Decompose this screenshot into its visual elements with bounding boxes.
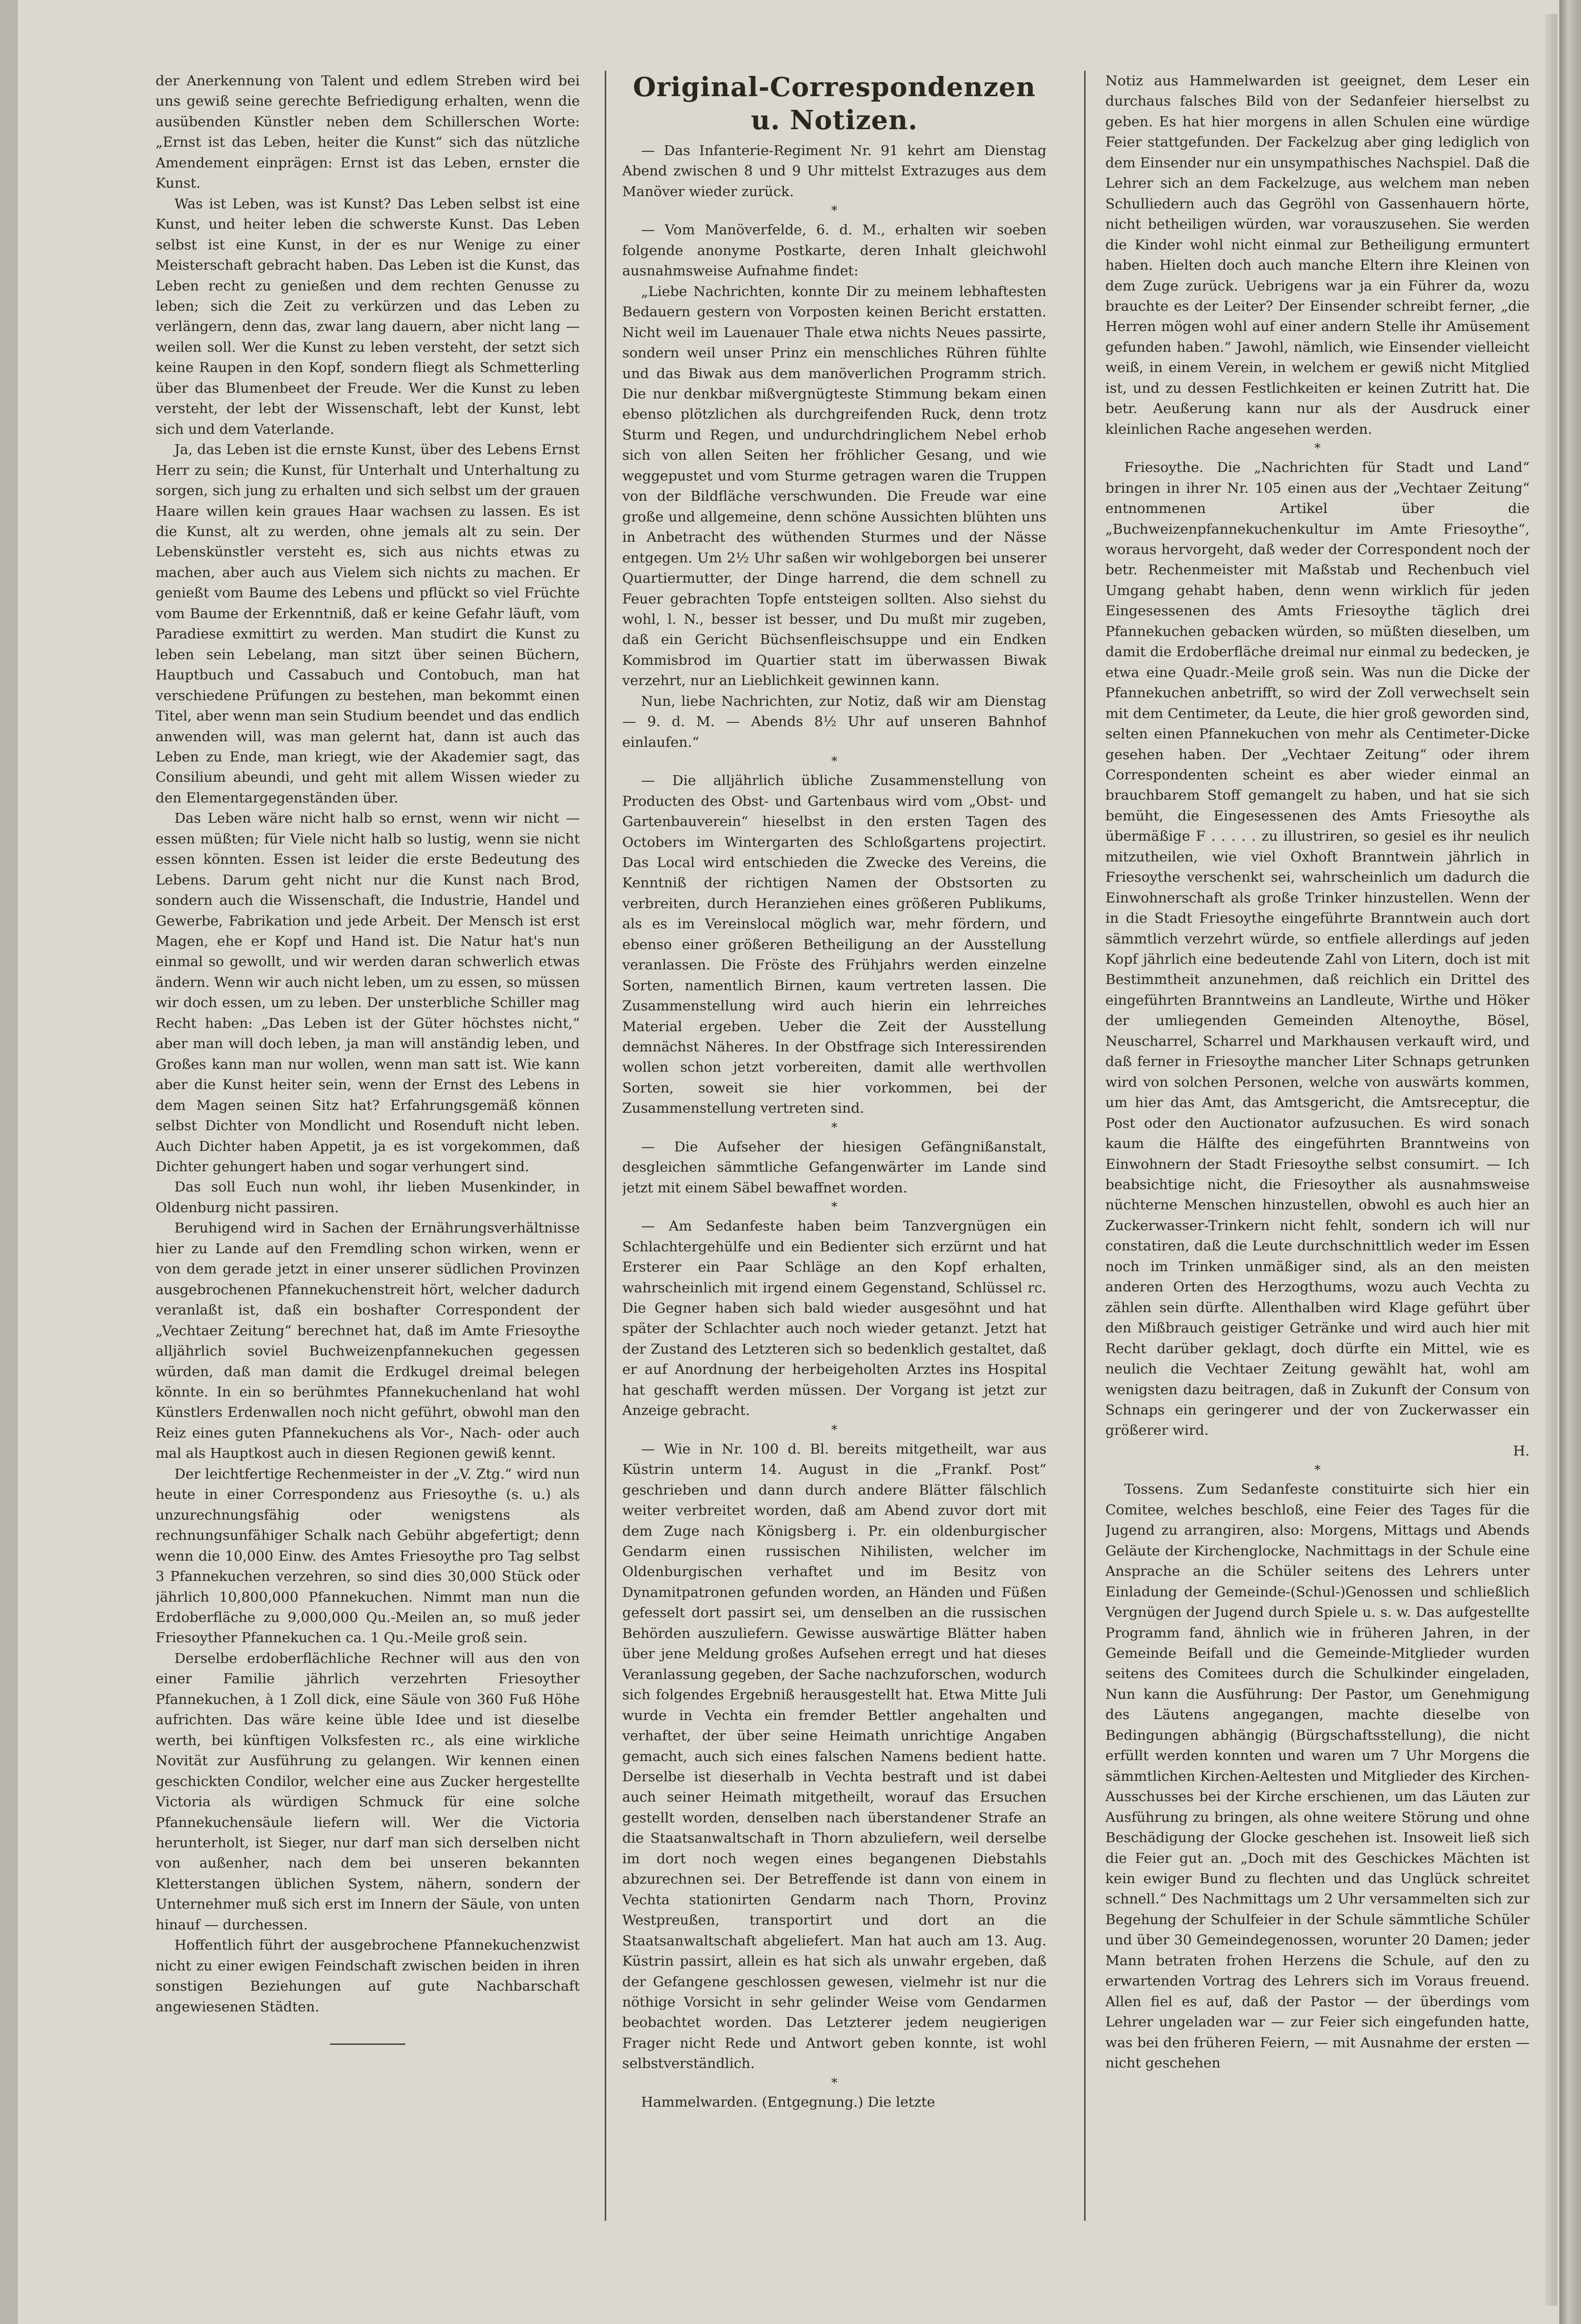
separator-asterisk: *	[831, 2076, 838, 2090]
notice-tanzvergnuegen: — Am Sedanfeste haben beim Tanzvergnügen ein Schlachtergehülfe und ein Bedienter sich erzürnt und hat Ersterer ein Paar Schläge an den Kopf erhalten, wahrscheinlich mit irgend einem Gegenstand, Schlüssel rc. Die Gegner haben sich bald wieder ausgesöhnt und hat später der Schlachter auch noch wieder getanzt. Jetzt hat der Zustand des Letzteren sich so bedenklich gestaltet, daß er auf Anordnung der herbeigeholten Arztes ins Hospital hat geschafft werden müssen. Der Vorgang ist jetzt zur Anzeige gebracht.	[622, 1218, 1046, 1419]
separator-asterisk: *	[1314, 1463, 1321, 1478]
notice-manoever-letter: „Liebe Nachrichten, konnte Dir zu meinem lebhaftesten Bedauern gestern von Vorposten keinen Bericht erstatten. Nicht weil im Lauenauer Thale etwa nichts Neues passirte, sondern weil unser Prinz ein menschliches Rühren fühlte und das Biwak aus dem manöverlichen Programm strich. Die nur denkbar mißvergnügteste Stimmung bekam einen ebenso plötzlichen als durchgreifenden Ruck, denn trotz Sturm und Regen, und undurchdringlichem Nebel erhob sich von allen Seiten her fröhlicher Gesang, und wie weggepustet und vom Sturme getragen waren die Truppen von der Bildfläche verschwunden. Die Freude war eine große und allgemeine, denn schöne Aussichten blühten uns in Anbetracht des wüthenden Sturmes und der Nässe entgegen. Um 2½ Uhr saßen wir wohlgeborgen bei unserer Quartiermutter, der Dinge harrend, die dem schnell zu Feuer gebrachten Topfe entsteigen sollten. Also siehst du wohl, l. N., besser ist besser, und Du mußt mir zugeben, daß ein Gericht Büchsenfleischsuppe und ein Endken Kommisbrod im Quartier statt im überwassen Biwak verzehrt, nur an Lieblichkeit gewinnen kann.	[622, 283, 1046, 689]
page-binding-shadow	[1545, 14, 1557, 2306]
paragraph-tossens: Tossens. Zum Sedanfeste constituirte sich hier ein Comitee, welches beschloß, eine Feier des Tages für die Jugend zu arrangiren, also: Morgens, Mittags und Abends Geläute der Kirchenglocke, Nachmittags in der Schule eine Ansprache an die Schüler seitens des Lehrers unter Einladung der Gemeinde-(Schul-)Genossen und schließlich Vergnügen der Jugend durch Spiele u. s. w. Das aufgestellte Programm fand, ähnlich wie in früheren Jahren, in der Gemeinde Beifall und die Gemeinde-Mitglieder wurden seitens des Comitees durch die Schulkinder eingeladen, Nun kann die Ausführung: Der Pastor, um Genehmigung des Läutens angegangen, machte dieselbe von Bedingungen abhängig (Bürgschaftsstellung), die nicht erfüllt werden konnten und waren um 7 Uhr Morgens die sämmtlichen Kirchen-Aeltesten und Mitglieder des Kirchen-Ausschusses bei der Kirche erschienen, um das Läuten zur Ausführung zu bringen, als ohne weitere Störung und ohne Beschädigung der Glocke geschehen ist. Insoweit ließ sich die Feier gut an. „Doch mit des Geschickes Mächten ist kein ewiger Bund zu flechten und das Unglück schreitet schnell.“ Des Nachmittags um 2 Uhr versammelten sich zur Begehung der Schulfeier in der Schule sämmtliche Schüler und über 30 Gemeindegenossen, worunter 20 Damen; jeder Mann betraten frohen Herzens die Schule, auf den zu erwartenden Vortrag des Lehrers sich im Voraus freuend. Allen fiel es auf, daß der Pastor — der überdings vom Lehrer ungeladen war — zur Feier sich eingefunden hatte, was bei den früheren Feiern, — mit Ausnahme der ersten — nicht geschehen	[1105, 1481, 1530, 2071]
page-edge	[1559, 0, 1581, 2324]
notice-hammelwarden-start: Hammelwarden. (Entgegnung.) Die letzte	[641, 2093, 935, 2110]
end-rule	[330, 2043, 405, 2045]
paragraph-saeule: Derselbe erdoberflächliche Rechner will aus den von einer Familie jährlich verzehrten Friesoyther Pfannekuchen, à 1 Zoll dick, eine Säule von 360 Fuß Höhe aufrichten. Das wäre keine üble Idee und ist dieselbe werth, bei künftigen Volksfesten rc., als eine wirkliche Novität zur Ausführung zu gelangen. Wir kennen einen geschickten Condilor, welcher eine aus Zucker hergestellte Victoria als würdigen Schmuck für eine solche Pfannekuchensäule liefern will. Wer die Victoria herunterholt, ist Sieger, nur darf man sich derselben nicht von außenher, nach dem bei unseren bekannten Kletterstangen üblichen System, nähern, sondern der Unternehmer muß sich erst im Innern der Säule, von unten hinauf — durchessen.	[156, 1650, 580, 1933]
column-middle	[622, 71, 1046, 2287]
column-rule-left	[605, 71, 606, 2221]
notice-gefaengnis: — Die Aufseher der hiesigen Gefängnißanstalt, desgleichen sämmtliche Gefangenwärter im Lande sind jetzt mit einem Säbel bewaffnet worden.	[622, 1138, 1046, 1196]
separator-asterisk: *	[831, 1120, 838, 1135]
separator-asterisk: *	[831, 754, 838, 769]
paragraph-pfannekuchenstreit: Beruhigend wird in Sachen der Ernährungsverhältnisse hier zu Lande auf den Fremdling schon wirken, wenn er von dem gerade jetzt in einer unserer südlichen Provinzen ausgebrochenen Pfannekuchenstreit hört, welcher dadurch veranlaßt ist, daß ein boshafter Correspondent der „Vechtaer Zeitung“ berechnet hat, daß im Amte Friesoythe alljährlich soviel Buchweizenpfannekuchen gegessen würden, daß man damit die Erdkugel dreimal belegen könnte. In ein so berühmtes Pfannekuchenland hat wohl Künstlers Erdenwallen noch nicht geführt, obwohl man den Reiz eines guten Pfannekuchens als Vor-, Nach- oder auch mal als Hauptkost auch in diesen Regionen gewiß kennt.	[156, 1220, 580, 1462]
notice-kuestrin: — Wie in Nr. 100 d. Bl. bereits mitgetheilt, war aus Küstrin unterm 14. August in die „Frankf. Post“ geschrieben und dann durch andere Blätter fälschlich weiter verbreitet worden, daß am Abend zuvor dort mit dem Zuge nach Königsberg i. Pr. ein oldenburgischer Gendarm einen russischen Nihilisten, welcher im Oldenburgischen verhaftet und im Besitz von Dynamitpatronen gefunden worden, an Händen und Füßen gefesselt dort passirt sei, um denselben an die russischen Behörden auszuliefern. Gewisse auswärtige Blätter haben über jene Meldung großes Aufsehen erregt und hat dieses Veranlassung gegeben, der Sache nachzuforschen, wodurch sich folgendes Ergebniß herausgestellt hat. Etwa Mitte Juli wurde in Vechta ein fremder Bettler angehalten und verhaftet, der über seine Heimath unrichtige Angaben gemacht, auch sich eines falschen Namens bedient hatte. Derselbe ist dieserhalb in Vechta bestraft und ist dabei auch seiner Heimath mitgetheilt, worauf das Ersuchen gestellt worden, denselben nach überstandener Strafe an die Staatsanwaltschaft in Thorn abzuliefern, weil derselbe im dort noch wegen eines begangenen Diebstahls abzurechnen sei. Der Betreffende ist dann von einem in Vechta stationirten Gendarm nach Thorn, Provinz Westpreußen, transportirt und dort an die Staatsanwaltschaft abgeliefert. Man hat auch am 13. Aug. Küstrin passirt, allein es hat sich als unwahr ergeben, daß der Gefangene geschlossen gewesen, vielmehr ist nur die nöthige Vorsicht in sehr gelinder Weise vom Gendarmen beobachtet worden. Das Letzterer jedem neugierigen Frager nicht Rede und Antwort geben konnte, ist wohl selbstverständlich.	[622, 1440, 1046, 2072]
separator-asterisk: *	[831, 1200, 838, 1215]
paragraph-friesoythe: Friesoythe. Die „Nachrichten für Stadt und Land“ bringen in ihrer Nr. 105 einen aus der „Vechtaer Zeitung“ entnommenen Artikel über die „Buchweizenpfannekuchenkultur im Amte Friesoythe“, woraus hervorgeht, daß weder der Correspondent noch der betr. Rechenmeister mit Maßstab und Rechenbuch viel Umgang gehabt haben, denn wenn wirklich für jeden Eingesessenen des Amts Friesoythe täglich drei Pfannekuchen gebacken würden, so müßten dieselben, um damit die Erdoberfläche dreimal nur einmal zu bedecken, je etwa eine Quadr.-Meile groß sein. Was nun die Dicke der Pfannekuchen anbetrifft, so wird der Zoll verwechselt sein mit dem Centimeter, da Leute, die hier groß geworden sind, selten einen Pfannekuchen von mehr als Centimeter-Dicke gesehen haben. Der „Vechtaer Zeitung“ oder ihrem Correspondenten scheint es aber wieder einmal an brauchbarem Stoff gemangelt zu haben, und hat sie sich bemüht, die Eingesessenen des Amts Friesoythe als übermäßige F . . . . . zu illustriren, so gesiel es ihr neulich mitzutheilen, wie viel Oxhoft Branntwein jährlich in Friesoythe verschenkt sei, wahrscheinlich um dadurch die Einwohnerschaft als große Trinker hinzustellen. Wenn der in die Stadt Friesoythe eingeführte Branntwein auch dort sämmtlich verzehrt würde, so entfiele allerdings auf jeden Kopf jährlich eine bedeutende Zahl von Litern, doch ist mit Bestimmtheit anzunehmen, daß reichlich ein Drittel des eingeführten Branntweins an Landleute, Wirthe und Höker der umliegenden Gemeinden Altenoythe, Bösel, Neuscharrel, Scharrel und Markhausen verkauft wird, und daß ferner in Friesoythe mancher Liter Schnaps getrunken wird von solchen Personen, welche von auswärts kommen, um hier das Amt, das Amtsgericht, die Amtsreceptur, die Post oder den Auctionator aufzusuchen. Es wird sonach kaum die Hälfte des eingeführten Branntweins von Einwohnern der Stadt Friesoythe selbst consumirt. — Ich beabsichtige nicht, die Friesoyther als ausnahmsweise nüchterne Menschen hinzustellen, obwohl es auch hier an Zuckerwasser-Trinkern nicht fehlt, sondern ich will nur constatiren, daß die Leute durchschnittlich weder im Essen noch im Trinken unmäßiger sind, als an den meisten anderen Orten des Herzogthums, wozu auch Vechta zu zählen sein dürfte. Allenthalben wird Klage geführt über den Mißbrauch geistiger Getränke und wird auch hier mit Recht darüber geklagt, doch dürfte ein Mittel, wie es neulich die Vechtaer Zeitung gewählt hat, wohl am wenigsten dazu beitragen, daß in Zukunft der Consum von Schnaps ein geringerer und der von Zuckerwasser ein größerer wird.	[1105, 459, 1530, 1439]
paragraph-hoffentlich: Hoffentlich führt der ausgebrochene Pfannekuchenzwist nicht zu einer ewigen Feindschaft zwischen beiden in ihren sonstigen Beziehungen auf gute Nachbarschaft angewiesenen Städten.	[156, 1937, 580, 2015]
paragraph-rechenmeister: Der leichtfertige Rechenmeister in der „V. Ztg.“ wird nun heute in einer Correspondenz aus Friesoythe (s. u.) als unzurechnungsfähig oder wenigstens als rechnungsunfähiger Schalk nach Gebühr abgefertigt; denn wenn die 10,000 Einw. des Amtes Friesoythe pro Tag selbst 3 Pfannekuchen verzehren, so sind dies 30,000 Stück oder jährlich 10,800,000 Pfannekuchen. Nimmt man nun die Erdoberfläche zu 9,000,000 Qu.-Meilen an, so muß jeder Friesoyther Pfannekuchen ca. 1 Qu.-Meile groß sein.	[156, 1465, 580, 1646]
notice-manoever-intro: — Vom Manöverfelde, 6. d. M., erhalten wir soeben folgende anonyme Postkarte, deren Inhalt gleichwohl ausnahmsweise Aufnahme findet:	[622, 222, 1046, 279]
paragraph-hammelwarden-cont: Notiz aus Hammelwarden ist geeignet, dem Leser ein durchaus falsches Bild von der Sedanfeier hierselbst zu geben. Es hat hier morgens in allen Schulen eine würdige Feier stattgefunden. Der Fackelzug aber ging lediglich von dem Einsender nur ein unsympathisches Nachspiel. Daß die Lehrer sich an dem Fackelzuge, aus welchem man neben Schulliedern auch das Gegröhl von Gassenhauern hörte, nicht betheiligen würden, war vorauszusehen. Sie werden die Kinder wohl nicht einmal zur Betheiligung ermuntert haben. Hielten doch auch manche Eltern ihre Kleinen von dem Zuge zurück. Uebrigens war ja ein Führer da, wozu brauchte es der Leiter? Der Einsender schreibt ferner, „die Herren mögen wohl auf einer andern Stelle ihr Amüsement gefunden haben.“ Jawohl, nämlich, wie Einsender vielleicht weiß, in einem Verein, in welchem er gewiß nicht Mitglied ist, und zu dessen Festlichkeiten er keinen Zutritt hat. Die betr. Aeußerung kann nur als der Ausdruck einer kleinlichen Rache angesehen werden.	[1105, 73, 1530, 437]
paragraph-art-of-life: Ja, das Leben ist die ernste Kunst, über des Lebens Ernst Herr zu sein; die Kunst, für Unterhalt und Unterhaltung zu sorgen, sich jung zu erhalten und sich selbst um der grauen Haare willen kein graues Haar wachsen zu lassen. Es ist die Kunst, alt zu werden, ohne jemals alt zu sein. Der Lebenskünstler versteht es, sich aus nichts etwas zu machen, aber auch aus Vielem sich nichts zu machen. Er genießt vom Baume des Lebens und pflückt so viel Früchte vom Baume der Erkenntniß, daß er keine Gefahr läuft, vom Paradiese exmittirt zu werden. Man studirt die Kunst zu leben sein Lebelang, man sitzt über seinen Büchern, Hauptbuch und Cassabuch und Contobuch, man hat verschiedene Prüfungen zu bestehen, man bekommt einen Titel, aber wenn man sein Studium beendet und das endlich anwenden will, was man gelernt hat, dann ist auch das Leben zu Ende, man kriegt, wie der Akademier sagt, das Consilium abeundi, und geht mit allem Wissen wieder zu den Elementargegenständen über.	[156, 441, 580, 806]
notice-infanterie: — Das Infanterie-Regiment Nr. 91 kehrt am Dienstag Abend zwischen 8 und 9 Uhr mittelst Extrazuges aus dem Manöver wieder zurück.	[622, 142, 1046, 199]
section-heading: Original-Correspondenzen u. Notizen.	[633, 72, 1036, 136]
paragraph-eating: Das Leben wäre nicht halb so ernst, wenn wir nicht — essen müßten; für Viele nicht halb so lustig, wenn sie nicht essen könnten. Essen ist leider die erste Bedeutung des Lebens. Darum geht nicht nur die Kunst nach Brod, sondern auch die Wissenschaft, die Industrie, Handel und Gewerbe, Fabrikation und jede Arbeit. Der Mensch ist erst Magen, ehe er Kopf und Hand ist. Die Natur hat's nun einmal so gewollt, und wir werden daran schwerlich etwas ändern. Wenn wir auch nicht leben, um zu essen, so müssen wir doch essen, um zu leben. Der unsterbliche Schiller mag Recht haben: „Das Leben ist der Güter höchstes nicht,“ aber man will doch leben, ja man will anständig leben, und Großes kann man nur wollen, wenn man satt ist. Wie kann aber die Kunst heiter sein, wenn der Ernst des Lebens in dem Magen seinen Sitz hat? Erfahrungsgemäß können selbst Dichter von Mondlicht und Rosenduft nicht leben. Auch Dichter haben Appetit, ja es ist vorgekommen, daß Dichter gehungert haben und sogar verhungert sind.	[156, 810, 580, 1175]
column-left	[156, 71, 580, 2287]
column-right	[1105, 71, 1530, 2287]
separator-asterisk: *	[831, 204, 838, 218]
column-rule-right	[1084, 71, 1086, 2221]
signature-initial: H.	[1513, 1442, 1530, 1459]
notice-manoever-closing: Nun, liebe Nachrichten, zur Notiz, daß wir am Dienstag — 9. d. M. — Abends 8½ Uhr auf unseren Bahnhof einlaufen.“	[622, 693, 1046, 750]
separator-asterisk: *	[1314, 441, 1321, 456]
paragraph-what-is-life: Was ist Leben, was ist Kunst? Das Leben selbst ist eine Kunst, und heiter leben die schwerste Kunst. Das Leben selbst ist eine Kunst, in der es nur Wenige zu einer Meisterschaft gebracht haben. Das Leben ist die Kunst, das Leben recht zu genießen und dem rechten Genusse zu leben; sich die Zeit zu verkürzen und das Leben zu verlängern, denn das, zwar lang dauern, aber nicht lang — weilen soll. Wer die Kunst zu leben versteht, der setzt sich keine Raupen in den Kopf, sondern fliegt als Schmetterling über das Blumenbeet der Freude. Wer die Kunst zu leben versteht, der lebt der Wissenschaft, lebt der Kunst, lebt sich und dem Vaterlande.	[156, 195, 580, 437]
separator-asterisk: *	[831, 1423, 838, 1437]
paragraph-musenkinder: Das soll Euch nun wohl, ihr lieben Musenkinder, in Oldenburg nicht passiren.	[156, 1179, 580, 1216]
paragraph-art-intro: der Anerkennung von Talent und edlem Streben wird bei uns gewiß seine gerechte Befriedigung erhalten, wenn die ausübenden Künstler neben dem Schillerschen Worte: „Ernst ist das Leben, heiter die Kunst“ sich das nützliche Amendement einprägen: Ernst ist das Leben, ernster die Kunst.	[156, 73, 580, 191]
notice-obstbau: — Die alljährlich übliche Zusammenstellung von Producten des Obst- und Gartenbaus wird vom „Obst- und Gartenbauverein“ hieselbst in den ersten Tagen des Octobers im Wintergarten des Schloßgartens projectirt. Das Local wird entschieden die Zwecke des Vereins, die Kenntniß der richtigen Namen der Obstsorten zu verbreiten, durch Heranziehen eines größeren Publikums, als es im Vereinslocal möglich war, mehr fördern, und ebenso einer größeren Betheiligung an der Ausstellung veranlassen. Die Fröste des Frühjahrs werden einzelne Sorten, namentlich Birnen, kaum vertreten lassen. Die Zusammenstellung wird auch hierin ein lehrreiches Material ergeben. Ueber die Zeit der Ausstellung demnächst Näheres. In der Obstfrage sich Interessirenden wollen schon jetzt vorbereiten, damit alle werthvollen Sorten, soweit sie hier vorkommen, bei der Zusammenstellung vertreten sind.	[622, 772, 1046, 1117]
